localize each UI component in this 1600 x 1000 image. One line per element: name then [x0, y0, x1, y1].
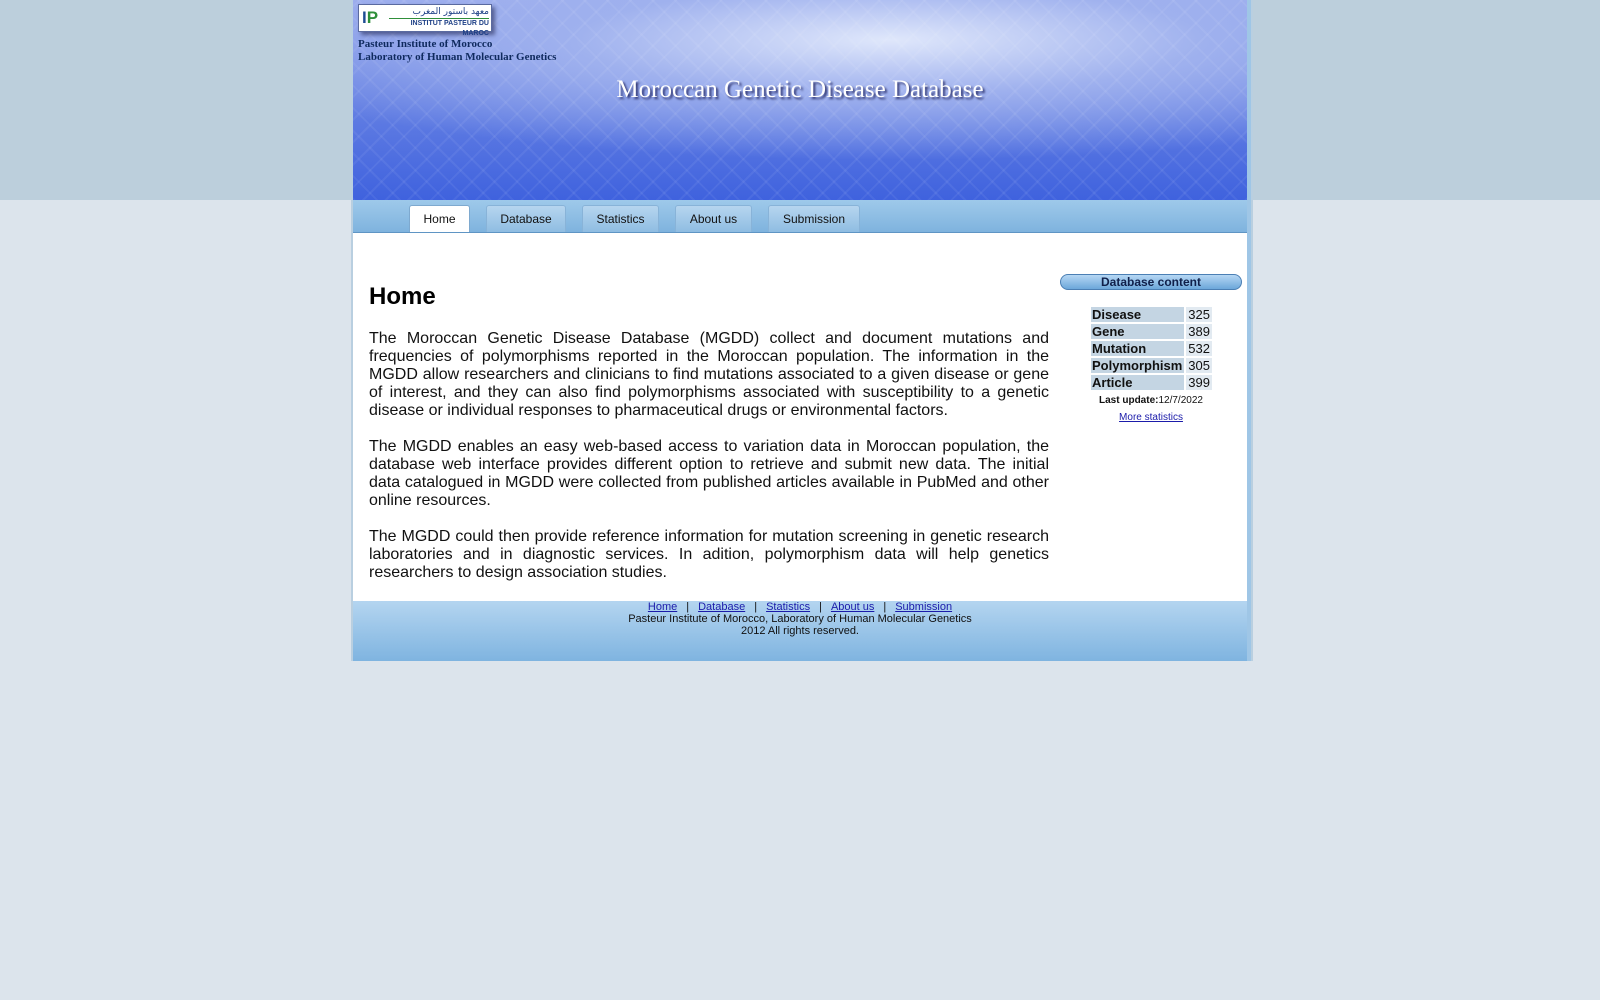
footer-link-database[interactable]: Database [698, 601, 746, 613]
stat-value: 532 [1188, 341, 1210, 356]
footer-institute: Pasteur Institute of Morocco, Laboratory of Human Molecular Genetics [628, 613, 972, 625]
institute-line-1: Pasteur Institute of Morocco [358, 38, 493, 50]
logo-latin-text: INSTITUT PASTEUR DU MAROC [389, 18, 489, 29]
footer-links [353, 601, 1247, 613]
footer-separator: | [686, 601, 690, 613]
last-update-label: Last update: [1099, 395, 1159, 406]
site-title: Moroccan Genetic Disease Database [616, 76, 984, 103]
database-stats-table [1089, 305, 1214, 392]
stat-value: 305 [1188, 358, 1210, 373]
more-statistics-link[interactable]: More statistics [1119, 412, 1183, 423]
stat-label: Article [1091, 375, 1184, 390]
page-title: Home [369, 283, 436, 310]
tab-submission[interactable]: Submission [768, 205, 860, 232]
logo-arabic-text: معهد باستور المغرب [412, 7, 489, 17]
last-update-date: 12/7/2022 [1158, 395, 1203, 406]
tab-database[interactable]: Database [486, 205, 566, 232]
ipm-logo-icon: IP [362, 8, 379, 27]
institute-name [358, 38, 556, 64]
site-header [353, 0, 1247, 200]
intro-paragraph: The Moroccan Genetic Disease Database (MGDD) collect and document mutations and frequencies of polymorphisms reported in the Moroccan population. The information in the MGDD allow researchers and clinicians to find mutations associated to a given disease or gene of interest, and they can also find polymorphisms associated with susceptibility to a genetic disease or individual responses to pharmaceutical drugs or environmental factors. [369, 330, 1049, 419]
stats-row [1091, 358, 1212, 373]
stats-row [1091, 341, 1212, 356]
main-nav [353, 200, 1247, 233]
footer-separator: | [883, 601, 887, 613]
stat-label: Mutation [1091, 341, 1184, 356]
reference-paragraph: The MGDD could then provide reference information for mutation screening in genetic research laboratories and in diagnostic services. In adition, polymorphism data will help genetics researchers to design association studies. [369, 528, 1049, 581]
stat-label: Polymorphism [1092, 358, 1183, 373]
access-paragraph: The MGDD enables an easy web-based access to variation data in Moroccan population, the database web interface provides different option to retrieve and submit new data. The initial data catalogued in MGDD were collected from published articles available in PubMed and other online resources. [369, 438, 1049, 509]
footer-link-statistics[interactable]: Statistics [766, 601, 811, 613]
stats-row [1091, 307, 1212, 322]
stat-label: Gene [1091, 324, 1184, 339]
tab-about-us[interactable]: About us [675, 205, 752, 232]
stat-value: 389 [1188, 324, 1210, 339]
footer-link-home[interactable]: Home [647, 601, 678, 613]
footer-separator: | [754, 601, 758, 613]
stats-row [1091, 324, 1212, 339]
institute-logo[interactable] [358, 4, 492, 37]
footer-separator: | [819, 601, 822, 613]
stat-label: Disease [1091, 307, 1184, 322]
last-update [1060, 395, 1242, 406]
tab-home[interactable]: Home [409, 205, 470, 232]
stat-value: 325 [1188, 307, 1210, 322]
stat-value: 399 [1188, 375, 1210, 390]
database-content-heading: Database content [1060, 274, 1242, 290]
stats-row [1091, 375, 1212, 390]
footer-copyright: 2012 All rights reserved. [740, 625, 859, 637]
tab-statistics[interactable]: Statistics [582, 205, 659, 232]
site-footer [353, 601, 1247, 661]
institute-line-2: Laboratory of Human Molecular Genetics [358, 51, 557, 63]
footer-link-about-us[interactable]: About us [830, 601, 875, 613]
database-content-panel [1060, 274, 1242, 423]
footer-link-submission[interactable]: Submission [895, 601, 953, 613]
main-content [353, 233, 1247, 601]
